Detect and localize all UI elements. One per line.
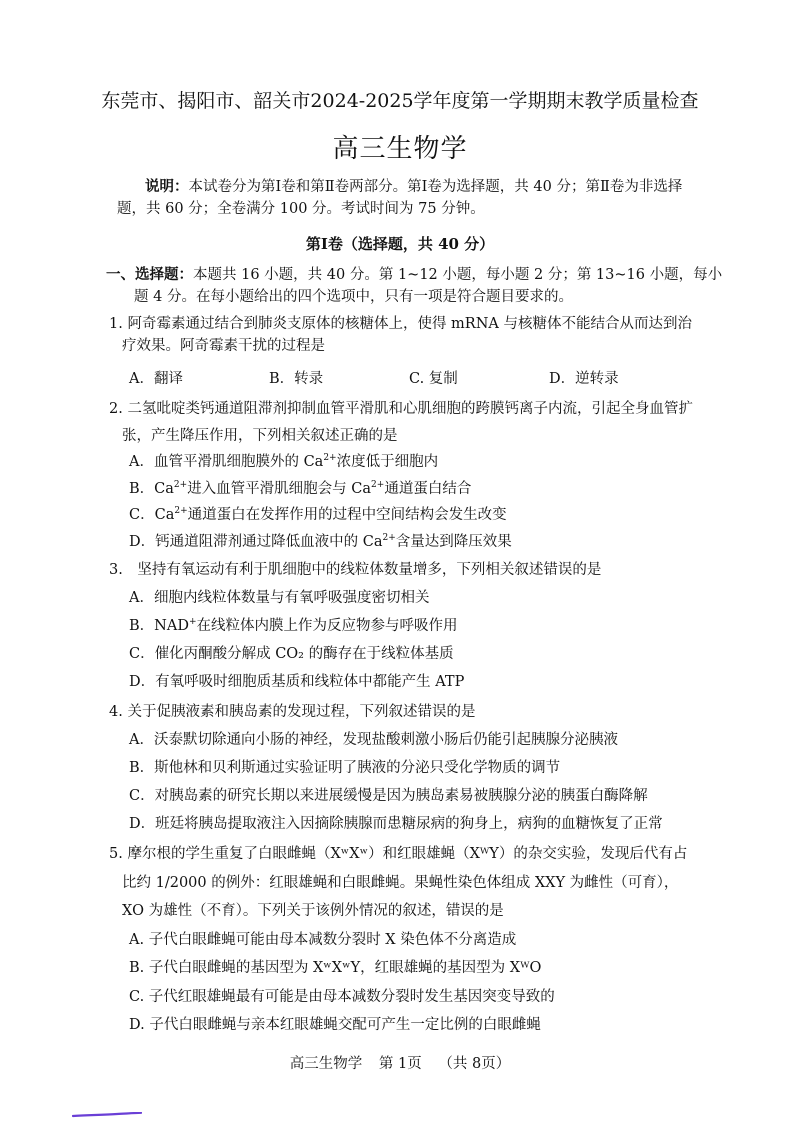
question-1: [109, 313, 699, 390]
footer-subject: 高三生物学: [289, 1056, 363, 1072]
option-c: C．催化丙酮酸分解成 CO₂ 的酶存在于线粒体基质: [129, 646, 454, 662]
part-heading: [106, 264, 734, 308]
exam-title: 东莞市、揭阳市、韶关市2024-2025学年度第一学期期末教学质量检查: [101, 90, 699, 112]
option-c: C．对胰岛素的研究长期以来进展缓慢是因为胰岛素易被胰腺分泌的胰蛋白酶降解: [129, 788, 648, 804]
options-row: [109, 368, 699, 390]
page-footer: [0, 1052, 800, 1073]
option-a: A．细胞内线粒体数量与有氧呼吸强度密切相关: [129, 590, 430, 606]
pen-mark-icon: [72, 1112, 142, 1118]
option-a: A．沃泰默切除通向小肠的神经，发现盐酸刺激小肠后仍能引起胰腺分泌胰液: [129, 732, 618, 748]
subject-title: 高三生物学: [332, 134, 468, 164]
footer-page-number: 第 1页: [378, 1056, 422, 1072]
part-text: 本题共 16 小题，共 40 分。第 1~12 小题，每小题 2 分；第 13~16 小题，每小题 4 分。在每小题给出的四个选项中，只有一项是符合题目要求的。: [134, 267, 723, 305]
option-d: D. 子代白眼雌蝇与亲本红眼雄蝇交配可产生一定比例的白眼雌蝇: [129, 1017, 541, 1033]
question-3: [109, 556, 699, 696]
option-b: B. 子代白眼雌蝇的基因型为 XʷXʷY，红眼雄蝇的基因型为 XᵂO: [129, 960, 542, 976]
section-title: 第Ⅰ卷（选择题，共 40 分）: [305, 235, 495, 253]
question-stem: 3. 坚持有氧运动有利于肌细胞中的线粒体数量增多，下列相关叙述错误的是: [109, 562, 602, 578]
question-stem: 2. 二氢吡啶类钙通道阻滞剂抑制血管平滑肌和心肌细胞的跨膜钙离子内流，引起全身血管扩张，产生降压作用，下列相关叙述正确的是: [109, 401, 693, 444]
option-b: B．斯他林和贝利斯通过实验证明了胰液的分泌只受化学物质的调节: [129, 760, 561, 776]
option-b: B．NAD+在线粒体内膜上作为反应物参与呼吸作用: [129, 617, 458, 634]
part-label: 一、选择题：: [106, 266, 193, 283]
question-4: [109, 698, 699, 838]
option-c: C. 复制: [409, 371, 458, 387]
instructions-label: 说明：: [145, 178, 189, 195]
question-2: [109, 396, 699, 555]
question-stem: 5. 摩尔根的学生重复了白眼雌蝇（XʷXʷ）和红眼雄蝇（XᵂY）的杂交实验，发现后代有占比约 1/2000 的例外：红眼雄蝇和白眼雌蝇。果蝇性染色体组成 XXY 为雌性（可育），XO 为雄性（不育）。下列关于该例外情况的叙述，错误的是: [109, 846, 688, 919]
instructions: [117, 176, 697, 220]
option-d: D．逆转录: [549, 371, 619, 387]
option-d: D．钙通道阻滞剂通过降低血液中的 $Ca^{2+}$含量达到降压效果: [129, 532, 512, 550]
option-d: D．班廷将胰岛提取液注入因摘除胰腺而患糖尿病的狗身上，病狗的血糖恢复了正常: [129, 816, 663, 832]
option-c: C．$Ca^{2+}$通道蛋白在发挥作用的过程中空间结构会发生改变: [129, 506, 507, 523]
question-stem: 4. 关于促胰液素和胰岛素的发现过程，下列叙述错误的是: [109, 704, 476, 720]
footer-total-pages: （共 8页）: [438, 1056, 511, 1072]
option-d: D．有氧呼吸时细胞质基质和线粒体中都能产生 ATP: [129, 674, 465, 690]
option-b: B．转录: [269, 371, 324, 387]
instructions-text: 本试卷分为第Ⅰ卷和第Ⅱ卷两部分。第Ⅰ卷为选择题，共 40 分；第Ⅱ卷为非选择题，共 60 分；全卷满分 100 分。考试时间为 75 分钟。: [117, 179, 683, 217]
option-b: B．$Ca^{2+}$进入血管平滑肌细胞会与 $Ca^{2+}$通道蛋白结合: [129, 479, 472, 497]
option-a: A．血管平滑肌细胞膜外的 $Ca^{2+}$浓度低于细胞内: [129, 453, 439, 470]
question-5: [109, 840, 699, 1040]
option-a: A．翻译: [129, 371, 183, 387]
option-a: A. 子代白眼雌蝇可能由母本减数分裂时 X 染色体不分离造成: [129, 931, 517, 948]
question-stem: 1. 阿奇霉素通过结合到肺炎支原体的核糖体上，使得 mRNA 与核糖体不能结合从而达到治疗效果。阿奇霉素干扰的过程是: [109, 316, 692, 354]
option-c: C. 子代红眼雄蝇最有可能是由母本减数分裂时发生基因突变导致的: [129, 988, 555, 1005]
